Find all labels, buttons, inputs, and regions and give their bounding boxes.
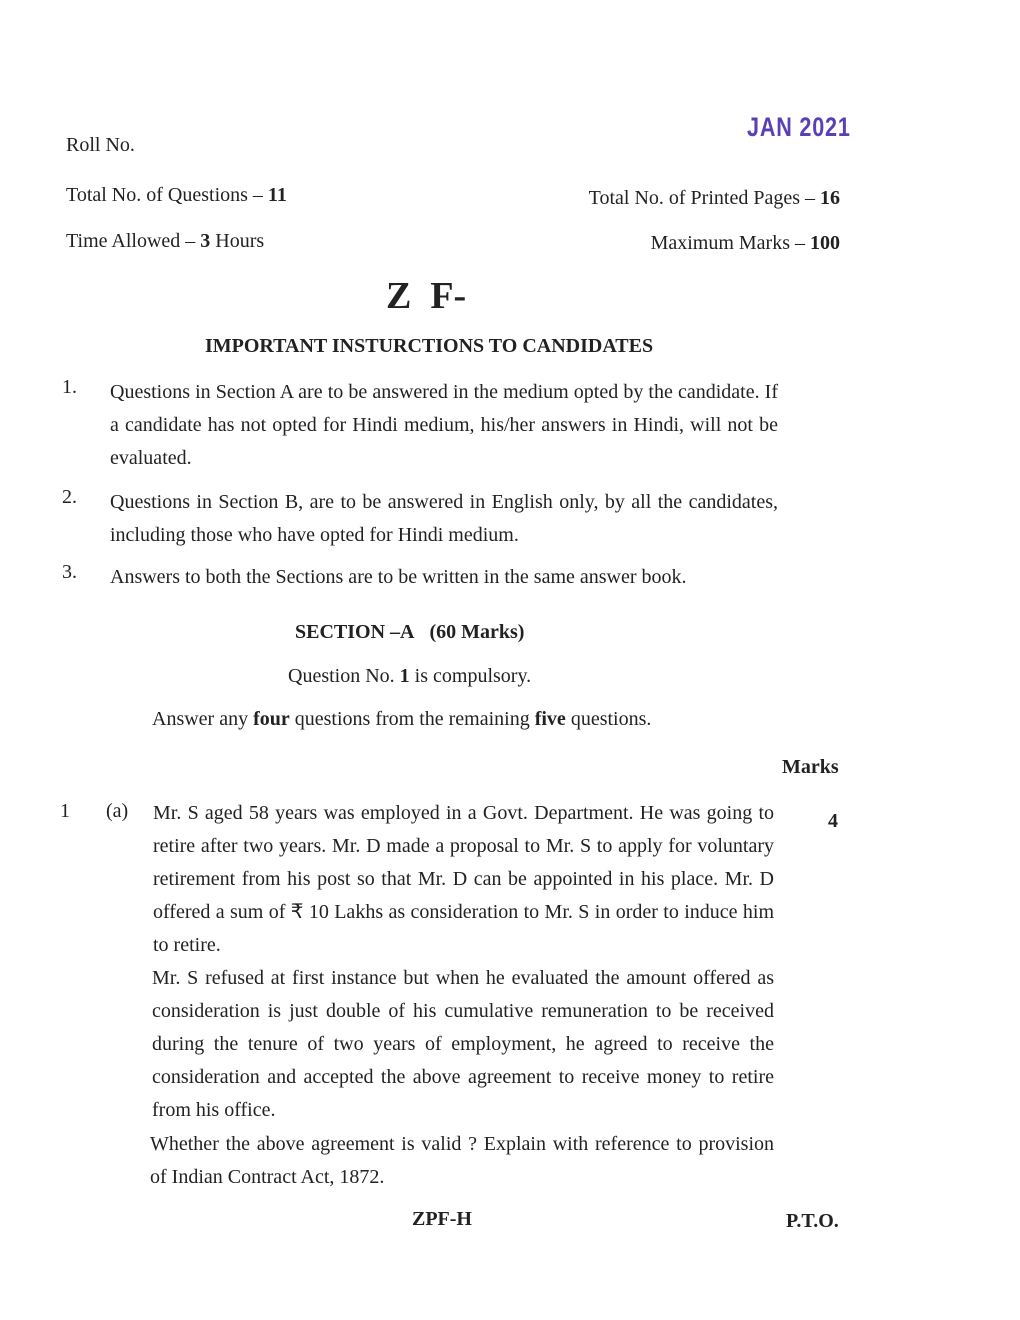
label: Total No. of Questions – bbox=[66, 184, 263, 206]
section-name: SECTION –A bbox=[295, 621, 415, 643]
marks-column-header: Marks bbox=[782, 756, 839, 778]
date-stamp bbox=[747, 112, 851, 143]
unit: Hours bbox=[215, 230, 265, 252]
instructions-title: IMPORTANT INSTURCTIONS TO CANDIDATES bbox=[205, 335, 654, 357]
instruction-number: 1. bbox=[62, 376, 77, 398]
answer-note bbox=[152, 708, 651, 731]
maximum-marks bbox=[651, 232, 840, 255]
instruction-item: Questions in Section B, are to be answered in English only, by all the candidates, including those who have opted for Hindi medium. bbox=[110, 491, 778, 546]
value: 16 bbox=[820, 187, 840, 209]
roll-no-label: Roll No. bbox=[66, 134, 135, 156]
total-questions bbox=[66, 184, 287, 207]
question-paragraph: Mr. S aged 58 years was employed in a Govt. Department. He was going to retire after two years. Mr. D made a proposal to Mr. S to apply for voluntary retirement from his post so that Mr. D can be appointed in his place. Mr. D offered a sum of ₹ 10 Lakhs as consideration to Mr. S in order to induce him to retire. bbox=[153, 802, 774, 956]
label: Total No. of Printed Pages – bbox=[588, 187, 815, 209]
instruction-number: 2. bbox=[62, 486, 77, 508]
question-number: 1 bbox=[60, 800, 70, 822]
question-part: (a) bbox=[106, 800, 129, 822]
instruction-number: 3. bbox=[62, 561, 77, 583]
question-paragraph: Whether the above agreement is valid ? Explain with reference to provision of Indian Contract Act, 1872. bbox=[150, 1133, 774, 1188]
value: 3 bbox=[200, 230, 211, 252]
instruction-item: Answers to both the Sections are to be written in the same answer book. bbox=[110, 566, 687, 588]
section-title bbox=[295, 621, 524, 644]
paper-code: Z F- bbox=[386, 275, 467, 317]
printed-pages bbox=[589, 187, 840, 210]
value: 11 bbox=[267, 184, 287, 206]
stamp-year: 2021 bbox=[799, 112, 851, 142]
stamp-month: JAN bbox=[747, 112, 793, 142]
footer-code: ZPF-H bbox=[412, 1208, 472, 1230]
value: 1 bbox=[399, 665, 410, 687]
question-marks: 4 bbox=[828, 810, 838, 832]
value: 100 bbox=[810, 232, 840, 254]
section-marks: (60 Marks) bbox=[429, 621, 525, 643]
footer-pto: P.T.O. bbox=[786, 1210, 839, 1232]
value: five bbox=[534, 708, 566, 730]
label: Time Allowed – bbox=[66, 230, 196, 252]
text: questions from the remaining bbox=[294, 708, 530, 730]
label: Maximum Marks – bbox=[650, 232, 805, 254]
text: questions. bbox=[570, 708, 652, 730]
compulsory-note bbox=[288, 665, 531, 688]
value: four bbox=[253, 708, 290, 730]
instruction-item: Questions in Section A are to be answered in the medium opted by the candidate. If a candidate has not opted for Hindi medium, his/her answers in Hindi, will not be evaluated. bbox=[110, 381, 778, 469]
text: Question No. bbox=[288, 665, 395, 687]
text: Answer any bbox=[152, 708, 249, 730]
text: is compulsory. bbox=[414, 665, 532, 687]
time-allowed bbox=[66, 230, 264, 253]
question-paragraph: Mr. S refused at first instance but when he evaluated the amount offered as consideration is just double of his cumulative remuneration to be received during the tenure of two years of employment, he agreed to receive the consideration and accepted the above agreement to receive money to retire from his office. bbox=[152, 967, 774, 1121]
